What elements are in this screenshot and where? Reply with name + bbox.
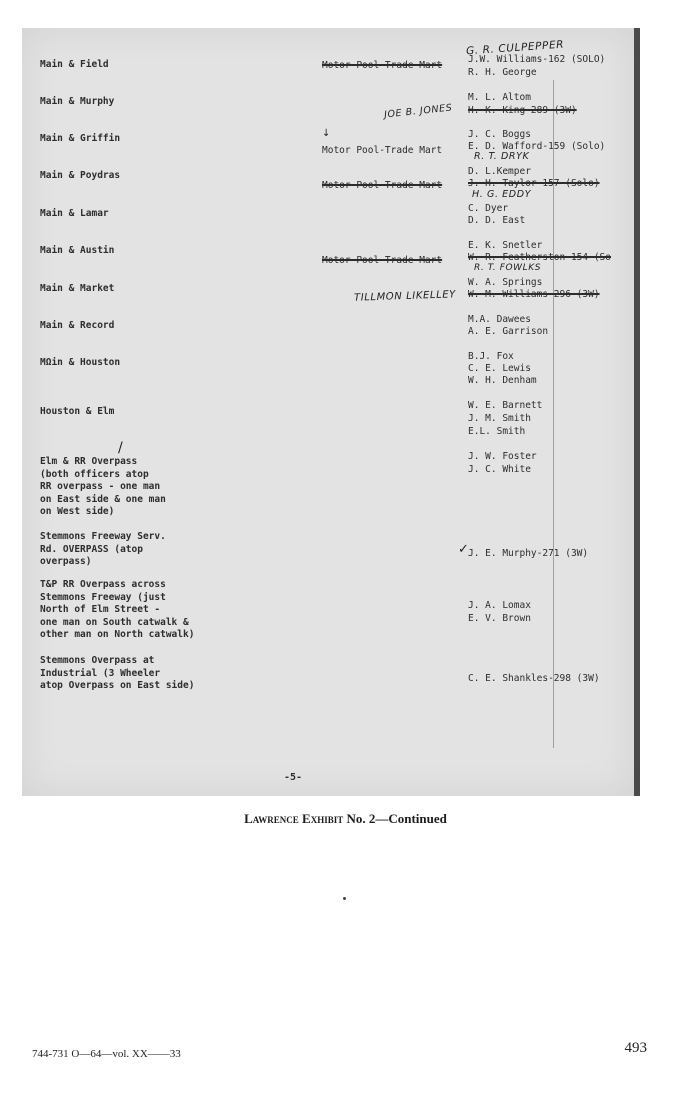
- officer-line: J. M. Smith: [468, 413, 531, 424]
- location-elm-rr-overpass: Elm & RR Overpass (both officers atop RR overpass - one man on East side & one man on West side): [40, 456, 166, 518]
- footer-page-number: 493: [624, 1040, 647, 1056]
- location-main-austin: Main & Austin: [40, 245, 115, 256]
- location-main-murphy: Main & Murphy: [40, 96, 115, 107]
- officer-line: C. Dyer: [468, 203, 509, 214]
- officer-line: E. D. Wafford-159 (Solo): [468, 141, 606, 152]
- officer-line: E. K. Snetler: [468, 240, 543, 251]
- officer-line: C. E. Lewis: [468, 363, 531, 374]
- officer-line-struck: W. M. Williams-296 (3W): [468, 289, 600, 300]
- handwritten-name: G. R. CULPEPPER: [465, 38, 565, 58]
- handwritten-name: TILLMON LIKELLEY: [353, 289, 457, 304]
- location-tp-rr-overpass: T&P RR Overpass across Stemmons Freeway (just North of Elm Street - one man on South catwalk & other man on North catwalk): [40, 579, 195, 641]
- officer-line: J.W. Williams-162 (SOLO): [468, 54, 606, 65]
- officer-line: A. E. Garrison: [468, 326, 549, 337]
- officer-line: J. W. Foster: [468, 451, 537, 462]
- exhibit-caption: [0, 811, 691, 827]
- caption-continued: No. 2—Continued: [343, 811, 447, 826]
- officer-line: J. A. Lomax: [468, 600, 531, 611]
- exhibit-document: [22, 28, 640, 796]
- location-main-griffin: Main & Griffin: [40, 133, 121, 144]
- officer-line-struck: W. R. Featherston-154 (So: [468, 252, 611, 263]
- motor-pool-poydras: Motor Pool-Trade Mart: [322, 180, 443, 191]
- motor-pool-austin: Motor Pool-Trade Mart: [322, 255, 443, 266]
- officer-line: D. L.Kemper: [468, 166, 531, 177]
- officer-line: E. V. Brown: [468, 613, 531, 624]
- speck-mark: [343, 897, 346, 900]
- handwritten-arrow-mark: ↓: [322, 128, 331, 139]
- location-houston-elm: Houston & Elm: [40, 406, 115, 417]
- officer-line: C. E. Shankles-298 (3W): [468, 673, 600, 684]
- location-main-houston: MΩin & Houston: [40, 357, 121, 368]
- motor-pool-field: Motor Pool-Trade Mart: [322, 60, 443, 71]
- officer-line: W. H. Denham: [468, 375, 537, 386]
- location-stemmons-service: Stemmons Freeway Serv. Rd. OVERPASS (atop overpass): [40, 531, 166, 568]
- officer-line: M.A. Dawees: [468, 314, 531, 325]
- handwritten-name: R. T. DRYK: [474, 151, 530, 162]
- officer-line-struck: J. H. Taylor-157-(Solo): [468, 178, 600, 189]
- officer-line: E.L. Smith: [468, 426, 526, 437]
- officer-line: M. L. Altom: [468, 92, 531, 103]
- handwritten-check-mark: ✓: [458, 542, 470, 557]
- location-stemmons-industrial: Stemmons Overpass at Industrial (3 Wheeler atop Overpass on East side): [40, 655, 195, 692]
- officer-line: D. D. East: [468, 215, 526, 226]
- location-main-market: Main & Market: [40, 283, 115, 294]
- location-main-field: Main & Field: [40, 59, 109, 70]
- handwritten-tick-mark: /: [118, 440, 124, 456]
- officer-line: B.J. Fox: [468, 351, 514, 362]
- motor-pool-griffin: Motor Pool-Trade Mart: [322, 145, 443, 156]
- handwritten-name: JOE B. JONES: [383, 102, 453, 121]
- officer-line: J. C. White: [468, 464, 531, 475]
- officer-line: J. E. Murphy-271 (3W): [468, 548, 589, 559]
- location-main-poydras: Main & Poydras: [40, 170, 121, 181]
- caption-exhibit-name: Lawrence Exhibit: [244, 811, 344, 826]
- page-number: -5-: [284, 772, 303, 783]
- officer-line: W. E. Barnett: [468, 400, 543, 411]
- officer-line-struck: H. K. King-289 (3W): [468, 105, 577, 116]
- handwritten-name: R. T. FOWLKS: [474, 263, 542, 273]
- handwritten-name: H. G. EDDY: [472, 189, 532, 200]
- location-main-lamar: Main & Lamar: [40, 208, 109, 219]
- officer-line: R. H. George: [468, 67, 537, 78]
- location-main-record: Main & Record: [40, 320, 115, 331]
- officer-line: J. C. Boggs: [468, 129, 531, 140]
- footer-print-code: 744-731 O—64—vol. XX——33: [32, 1048, 181, 1060]
- officer-line: W. A. Springs: [468, 277, 543, 288]
